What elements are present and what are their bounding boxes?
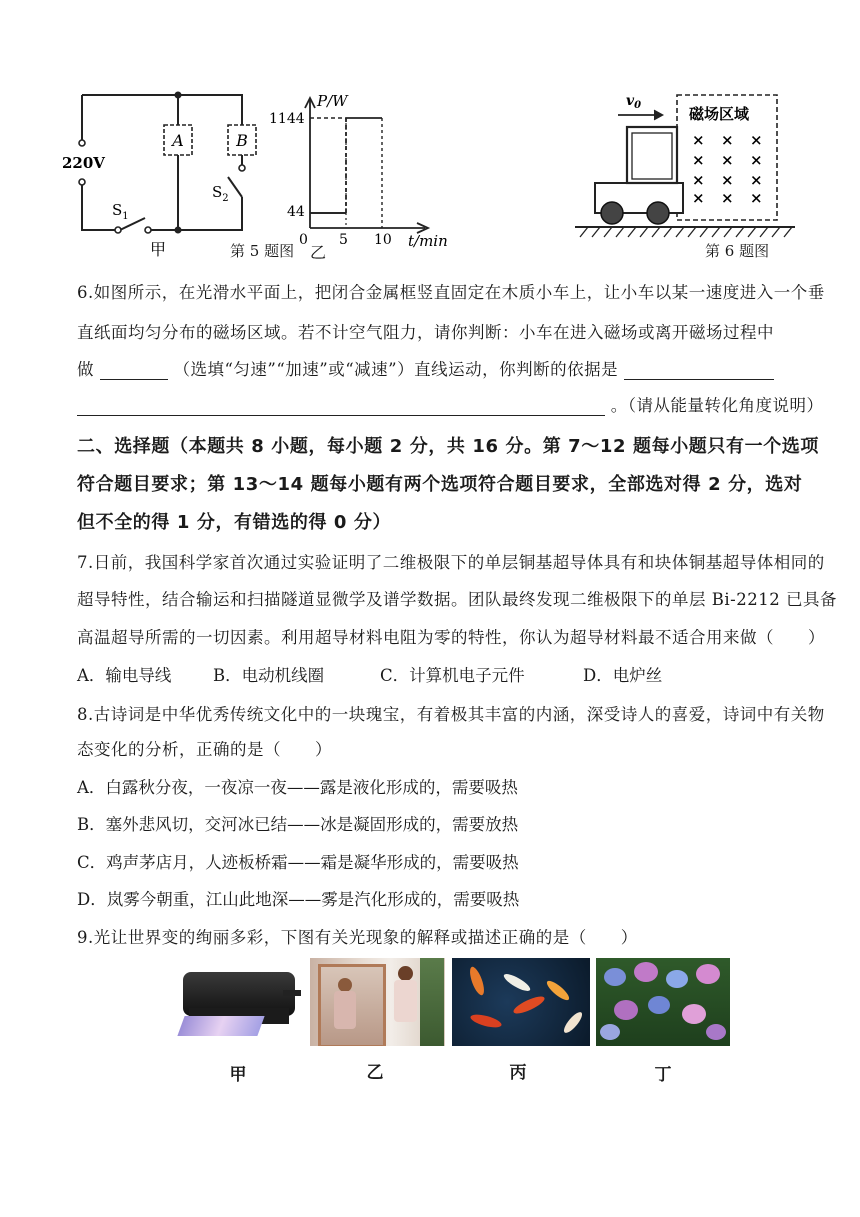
fig5-power-graph (265, 88, 465, 258)
fig5-caption: 第 5 题图 (230, 242, 295, 260)
label-jia: 甲 (150, 240, 167, 259)
q6-line3 (77, 360, 774, 380)
s2-label: $S_2$ (212, 183, 229, 204)
q6-line4-end: 。（请从能量转化角度说明） (610, 396, 824, 415)
q8-line1: 8.古诗词是中华优秀传统文化中的一块瑰宝，有着极其丰富的内涵，深受诗人的喜爱，诗词中有关物 (77, 705, 825, 724)
section2-line2: 符合题目要求；第 13～14 题每小题有两个选项符合题目要求，全部选对得 2 分，选对 (77, 474, 803, 495)
q8-option-a[interactable]: A．白露秋分夜，一夜凉一夜——露是液化形成的，需要吸热 (77, 778, 518, 797)
q8-option-c[interactable]: C．鸡声茅店月，人迹板桥霜——霜是凝华形成的，需要吸热 (77, 853, 519, 872)
q8-option-b[interactable]: B．塞外悲风切，交河冰已结——冰是凝固形成的，需要放热 (77, 815, 519, 834)
x-tick-10: 10 (374, 232, 392, 248)
q6-line2: 直纸面均匀分布的磁场区域。若不计空气阻力，请你判断：小车在进入磁场或离开磁场过程中 (77, 323, 774, 342)
q7-line3: 高温超导所需的一切因素。利用超导材料电阻为零的特性，你认为超导材料最不适合用来做（ ） (77, 628, 825, 647)
photo-label-bing: 丙 (509, 1063, 527, 1083)
velocity-label: $v_0$ (626, 93, 642, 111)
y-tick-low: 44 (287, 204, 305, 220)
fig5-label-yi: 乙 (310, 243, 327, 262)
q6-answer-blank-2[interactable] (624, 363, 774, 380)
field-cross-mark: × (721, 131, 734, 149)
photo-label-jia: 甲 (229, 1065, 247, 1085)
field-cross-mark: × (692, 131, 705, 149)
wheel-left (601, 202, 623, 224)
photo-label-yi: 乙 (366, 1063, 384, 1083)
field-cross-mark: × (750, 171, 763, 189)
fig6-diagram (570, 85, 805, 240)
section2-line3: 但不全的得 1 分，有错选的得 0 分） (77, 512, 392, 533)
q7-line2: 超导特性，结合输运和扫描隧道显微学及谱学数据。团队最终发现二维极限下的单层 Bi-2212 已具备 (77, 590, 837, 609)
voltage-label: 220V (62, 154, 105, 172)
q6-line1: 6.如图所示，在光滑水平面上，把闭合金属框竖直固定在木质小车上，让小车以某一速度进入一个垂 (77, 283, 825, 302)
field-cross-mark: × (692, 189, 705, 207)
box-a-label: A (172, 131, 184, 150)
field-title: 磁场区域 (689, 105, 750, 123)
q7-option-a[interactable]: A．输电导线 (77, 666, 172, 685)
photo-ding-flowers (596, 958, 730, 1046)
box-b-label: B (236, 131, 248, 150)
wheel-right (647, 202, 669, 224)
q7-option-b[interactable]: B．电动机线圈 (213, 666, 325, 685)
q6-line4 (77, 396, 824, 416)
fig6-caption: 第 6 题图 (705, 242, 770, 260)
q6-line3-middle: （选填“匀速”“加速”或“减速”）直线运动，你判断的依据是 (173, 360, 619, 379)
q9-line1: 9.光让世界变的绚丽多彩，下图有关光现象的解释或描述正确的是（ ） (77, 928, 638, 947)
q6-answer-blank-3[interactable] (77, 399, 605, 416)
field-cross-mark: × (721, 171, 734, 189)
y-tick-high: 1144 (269, 111, 305, 127)
q8-option-d[interactable]: D．岚雾今朝重，江山此地深——雾是汽化形成的，需要吸热 (77, 890, 520, 909)
field-cross-mark: × (692, 171, 705, 189)
q6-answer-blank-1[interactable] (100, 363, 168, 380)
s1-label: $S_1$ (112, 201, 129, 222)
field-cross-mark: × (721, 189, 734, 207)
x-tick-0: 0 (299, 232, 308, 248)
photo-yi-mirror (310, 958, 445, 1046)
fig5-circuit (60, 85, 280, 260)
photo-label-ding: 丁 (654, 1065, 672, 1085)
photo-jia-uv-detector (175, 962, 303, 1047)
field-cross-mark: × (750, 151, 763, 169)
field-cross-mark: × (692, 151, 705, 169)
q7-option-c[interactable]: C．计算机电子元件 (380, 666, 525, 685)
q6-line3-start: 做 (77, 360, 94, 379)
metal-frame (627, 127, 677, 183)
photo-bing-koi-fish (452, 958, 590, 1046)
field-cross-mark: × (721, 151, 734, 169)
q8-line2: 态变化的分析，正确的是（ ） (77, 740, 332, 759)
x-axis-label: t/min (408, 232, 448, 250)
section2-line1: 二、选择题（本题共 8 小题，每小题 2 分，共 16 分。第 7～12 题每小题只有一个选项 (77, 436, 819, 457)
field-cross-mark: × (750, 131, 763, 149)
x-tick-5: 5 (339, 232, 348, 248)
field-cross-mark: × (750, 189, 763, 207)
q7-line1: 7.日前，我国科学家首次通过实验证明了二维极限下的单层铜基超导体具有和块体铜基超导体相同的 (77, 553, 825, 572)
y-axis-label: P/W (317, 92, 348, 110)
q7-option-d[interactable]: D．电炉丝 (583, 666, 663, 685)
